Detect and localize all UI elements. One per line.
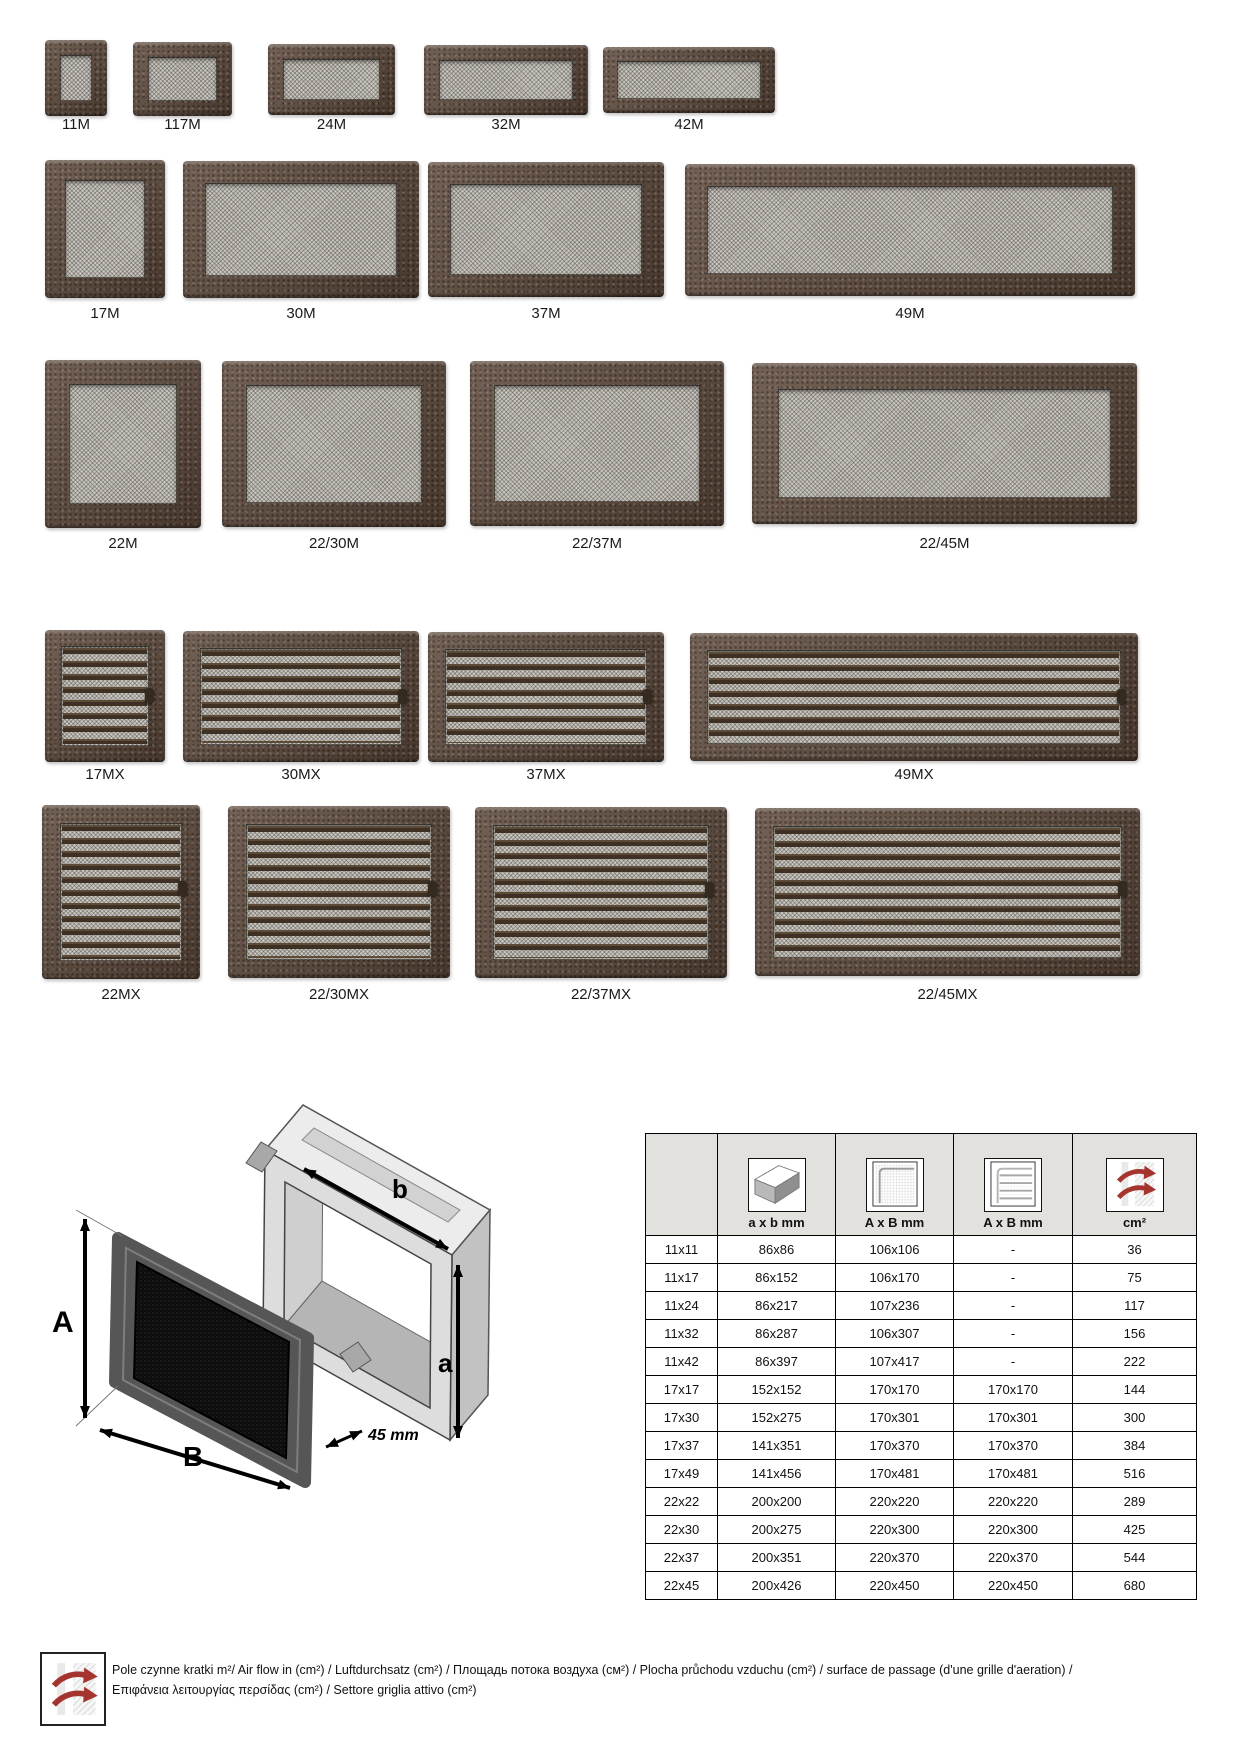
footer-legend-line2: Επιφάνεια λειτουργίας περσίδας (cm²) / Settore griglia attivo (cm²)	[112, 1683, 477, 1697]
grille-mesh	[707, 650, 1121, 744]
grille-mesh	[65, 180, 145, 278]
spec-row: 17x49 141x456 170x481 170x481 516	[646, 1460, 1197, 1488]
spec-row: 17x17 152x152 170x170 170x170 144	[646, 1376, 1197, 1404]
louver-adjuster-knob	[428, 881, 437, 896]
louver-slats	[495, 827, 707, 958]
grille-photo	[45, 40, 107, 116]
louver-adjuster-knob	[178, 881, 187, 896]
grille-label: 22/37MX	[570, 986, 632, 1003]
louver-slats	[248, 826, 430, 958]
spec-row: 22x30 200x275 220x300 220x300 425	[646, 1516, 1197, 1544]
grille-mesh	[283, 59, 380, 100]
grille-mesh	[61, 646, 149, 746]
grille-label: 22/30MX	[308, 986, 370, 1003]
louver-slats	[202, 650, 400, 743]
grille-label: 17MX	[85, 766, 125, 783]
grille-label: 42M	[674, 116, 704, 133]
grille-label: 22/45M	[919, 535, 970, 552]
grille-label: 37M	[531, 305, 561, 322]
louver-slats	[775, 828, 1120, 956]
grille-label: 49MX	[894, 766, 934, 783]
spec-row: 11x17 86x152 106x170 - 75	[646, 1264, 1197, 1292]
airflow-icon	[1106, 1158, 1164, 1212]
grille-photo	[45, 360, 201, 528]
grille-photo	[45, 630, 165, 762]
grille-mesh	[60, 823, 182, 961]
footer-legend	[112, 1660, 1232, 1700]
dimension-label-A: A	[52, 1306, 74, 1339]
spec-row: 22x22 200x200 220x220 220x220 289	[646, 1488, 1197, 1516]
dimension-label-b: b	[392, 1174, 408, 1204]
grille-label: 37MX	[526, 766, 566, 783]
grille-photo	[183, 631, 419, 762]
grille-mesh	[246, 385, 422, 503]
grille-mesh	[617, 61, 761, 99]
spec-row: 22x37 200x351 220x370 220x370 544	[646, 1544, 1197, 1572]
footer-legend-line1: Pole czynne kratki m²/ Air flow in (cm²) / Luftdurchsatz (cm²) / Площадь потока воздуха (см²) / Plocha průchodu vzduchu (cm²) / surface de passage (d'une grille d'aeration) /	[112, 1663, 1073, 1677]
spec-table-header-row	[646, 1134, 1197, 1236]
spec-row: 11x24 86x217 107x236 - 117	[646, 1292, 1197, 1320]
grille-photo	[475, 807, 727, 978]
spec-header-airflow: cm²	[1073, 1134, 1197, 1236]
grille-mesh	[246, 824, 432, 960]
spec-header-empty	[646, 1134, 718, 1236]
spec-header-duct: a x b mm	[718, 1134, 836, 1236]
grille-label: 24M	[316, 116, 347, 133]
grille-label: 11M	[61, 116, 91, 133]
dimension-label-B: B	[183, 1441, 204, 1472]
grille-mesh	[205, 183, 397, 276]
dimension-label-a: a	[438, 1348, 453, 1378]
louver-grille-icon	[984, 1158, 1042, 1212]
louver-adjuster-knob	[398, 689, 407, 704]
grille-mesh	[60, 55, 92, 101]
grille-label: 22M	[108, 535, 138, 552]
louver-slats	[62, 825, 180, 959]
grille-photo	[428, 632, 664, 762]
grille-photo	[755, 808, 1140, 976]
grille-mesh	[69, 384, 177, 504]
spec-header-mesh: A x B mm	[836, 1134, 954, 1236]
spec-row: 11x11 86x86 106x106 - 36	[646, 1236, 1197, 1264]
louver-slats	[709, 652, 1119, 742]
grille-photo	[690, 633, 1138, 761]
louver-adjuster-knob	[705, 882, 714, 897]
spec-row: 11x42 86x397 107x417 - 222	[646, 1348, 1197, 1376]
grille-mesh	[148, 57, 217, 101]
louver-adjuster-knob	[145, 688, 154, 703]
grille-mesh	[445, 649, 647, 745]
grille-mesh	[439, 60, 573, 100]
spec-row: 17x30 152x275 170x301 170x301 300	[646, 1404, 1197, 1432]
grille-label: 32M	[491, 116, 521, 133]
grille-label: 30M	[286, 305, 316, 322]
spec-table	[645, 1133, 1197, 1600]
grille-mesh	[200, 648, 402, 745]
grille-photo	[42, 805, 200, 979]
airflow-legend-box	[40, 1652, 106, 1726]
duct-section-icon	[748, 1158, 806, 1212]
grille-photo	[428, 162, 664, 297]
grille-label: 17M	[90, 305, 120, 322]
grille-photo	[268, 44, 395, 115]
grille-photo	[133, 42, 232, 116]
grille-photo	[470, 361, 724, 526]
mounting-diagram	[40, 1020, 560, 1490]
louver-slats	[447, 651, 645, 743]
grille-photo	[685, 164, 1135, 296]
mesh-grille-icon	[866, 1158, 924, 1212]
louver-slats	[63, 648, 147, 744]
grille-photo	[45, 160, 165, 298]
grille-label: 22/37M	[571, 535, 623, 552]
depth-label: 45 mm	[368, 1427, 419, 1444]
spec-row: 17x37 141x351 170x370 170x370 384	[646, 1432, 1197, 1460]
grille-photo	[424, 45, 588, 115]
grille-label: 22/45MX	[917, 986, 978, 1003]
grille-photo	[752, 363, 1137, 524]
grille-photo	[603, 47, 775, 113]
grille-photo	[222, 361, 446, 527]
grille-mesh	[450, 184, 642, 275]
spec-row: 11x32 86x287 106x307 - 156	[646, 1320, 1197, 1348]
grille-photo	[228, 806, 450, 978]
louver-adjuster-knob	[643, 689, 652, 704]
grille-mesh	[493, 825, 709, 960]
grille-mesh	[494, 385, 700, 502]
grille-label: 30MX	[281, 766, 321, 783]
airflow-icon	[46, 1659, 100, 1719]
louver-adjuster-knob	[1118, 881, 1127, 896]
spec-row: 22x45 200x426 220x450 220x450 680	[646, 1572, 1197, 1600]
grille-label: 22MX	[101, 986, 141, 1003]
dimension-arrow-depth	[326, 1431, 362, 1447]
grille-mesh	[778, 389, 1111, 498]
spec-header-louver: A x B mm	[954, 1134, 1073, 1236]
grille-mesh	[707, 186, 1113, 274]
grille-label: 117M	[164, 116, 201, 133]
grille-label: 22/30M	[308, 535, 360, 552]
grille-mesh	[773, 826, 1122, 958]
grille-photo	[183, 161, 419, 298]
louver-adjuster-knob	[1117, 689, 1126, 704]
grille-label: 49M	[895, 305, 925, 322]
